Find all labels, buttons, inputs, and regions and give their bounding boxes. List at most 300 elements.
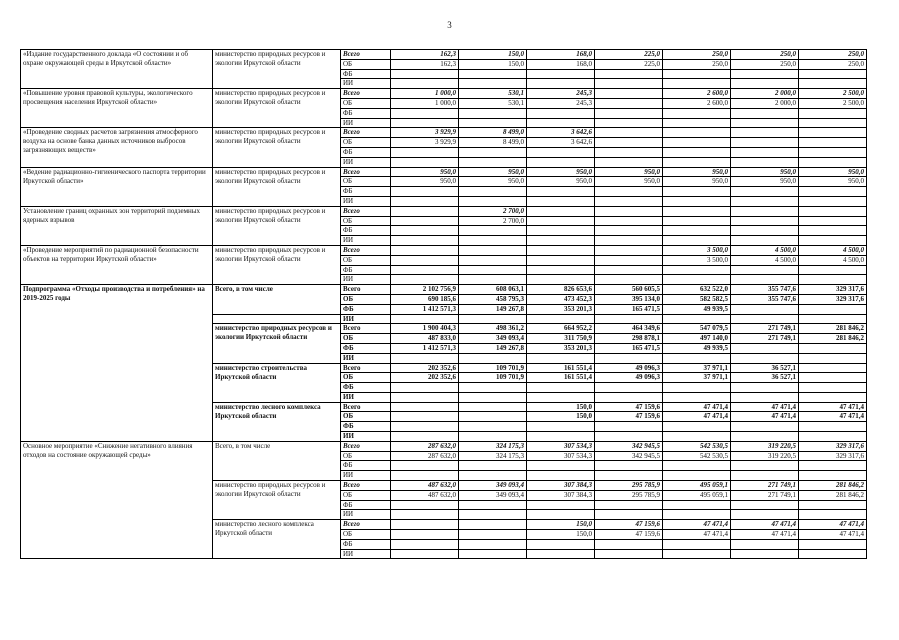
amount-cell [459, 187, 527, 197]
amount-cell [459, 196, 527, 206]
table-row [21, 128, 867, 138]
funding-source: ФБ [341, 500, 391, 510]
amount-cell: 458 795,3 [459, 294, 527, 304]
amount-cell [459, 412, 527, 422]
amount-cell [527, 392, 595, 402]
amount-cell: 168,0 [527, 50, 595, 60]
amount-cell [731, 187, 799, 197]
amount-cell: 495 059,1 [663, 481, 731, 491]
amount-cell: 950,0 [595, 177, 663, 187]
amount-cell [527, 157, 595, 167]
amount-cell: 37 971,1 [663, 363, 731, 373]
amount-cell: 47 159,6 [595, 412, 663, 422]
amount-cell: 950,0 [799, 167, 867, 177]
amount-cell [391, 265, 459, 275]
amount-cell [527, 471, 595, 481]
amount-cell: 168,0 [527, 59, 595, 69]
amount-cell [799, 383, 867, 393]
funding-source: ИИ [341, 510, 391, 520]
amount-cell: 245,3 [527, 89, 595, 99]
funding-source: ФБ [341, 383, 391, 393]
funding-source: ОБ [341, 216, 391, 226]
amount-cell: 47 471,4 [663, 520, 731, 530]
amount-cell: 950,0 [391, 167, 459, 177]
amount-cell [459, 245, 527, 255]
amount-cell [595, 89, 663, 99]
amount-cell: 165 471,5 [595, 343, 663, 353]
amount-cell: 2 700,0 [459, 216, 527, 226]
amount-cell: 355 747,6 [731, 285, 799, 295]
amount-cell [731, 343, 799, 353]
executor-name: министерство природных ресурсов и экологии Иркутской области [213, 206, 341, 245]
funding-source: ОБ [341, 255, 391, 265]
funding-source: ОБ [341, 334, 391, 344]
amount-cell: 495 059,1 [663, 490, 731, 500]
amount-cell: 324 175,3 [459, 451, 527, 461]
amount-cell: 287 632,0 [391, 441, 459, 451]
amount-cell [527, 255, 595, 265]
amount-cell: 281 846,2 [799, 490, 867, 500]
amount-cell: 950,0 [663, 167, 731, 177]
amount-cell [459, 383, 527, 393]
amount-cell [595, 226, 663, 236]
amount-cell: 271 749,1 [731, 490, 799, 500]
amount-cell [595, 392, 663, 402]
amount-cell: 250,0 [731, 50, 799, 60]
amount-cell [731, 138, 799, 148]
amount-cell [731, 206, 799, 216]
amount-cell: 353 201,3 [527, 343, 595, 353]
measure-name: «Повышение уровня правовой культуры, экологического просвещения населения Иркутской области» [21, 89, 213, 128]
amount-cell [731, 275, 799, 285]
amount-cell: 349 093,4 [459, 481, 527, 491]
amount-cell: 311 750,9 [527, 334, 595, 344]
amount-cell [391, 108, 459, 118]
amount-cell [663, 69, 731, 79]
funding-source: ИИ [341, 471, 391, 481]
amount-cell [391, 412, 459, 422]
amount-cell: 250,0 [731, 59, 799, 69]
executor-name: министерство природных ресурсов и экологии Иркутской области [213, 89, 341, 128]
amount-cell: 47 471,4 [799, 520, 867, 530]
amount-cell [663, 79, 731, 89]
funding-source: ФБ [341, 147, 391, 157]
amount-cell [595, 265, 663, 275]
amount-cell: 542 530,5 [663, 441, 731, 451]
amount-cell [391, 79, 459, 89]
funding-source: ОБ [341, 138, 391, 148]
amount-cell [527, 245, 595, 255]
amount-cell: 36 527,1 [731, 373, 799, 383]
amount-cell [527, 196, 595, 206]
amount-cell: 150,0 [459, 59, 527, 69]
amount-cell: 560 605,5 [595, 285, 663, 295]
funding-source: Всего [341, 402, 391, 412]
amount-cell: 150,0 [527, 520, 595, 530]
amount-cell: 250,0 [799, 59, 867, 69]
amount-cell: 250,0 [663, 50, 731, 60]
amount-cell [391, 353, 459, 363]
amount-cell: 2 600,0 [663, 98, 731, 108]
amount-cell: 47 471,4 [663, 402, 731, 412]
funding-source: ИИ [341, 157, 391, 167]
amount-cell [391, 118, 459, 128]
amount-cell [595, 422, 663, 432]
funding-source: ФБ [341, 539, 391, 549]
amount-cell [391, 216, 459, 226]
amount-cell [799, 236, 867, 246]
amount-cell: 950,0 [527, 167, 595, 177]
amount-cell [663, 392, 731, 402]
amount-cell: 498 361,2 [459, 324, 527, 334]
amount-cell: 47 159,6 [595, 520, 663, 530]
amount-cell [391, 69, 459, 79]
funding-source: Всего [341, 324, 391, 334]
funding-source: ОБ [341, 59, 391, 69]
amount-cell: 632 522,0 [663, 285, 731, 295]
amount-cell [799, 275, 867, 285]
amount-cell [731, 69, 799, 79]
amount-cell [799, 422, 867, 432]
amount-cell [391, 383, 459, 393]
funding-source: ИИ [341, 196, 391, 206]
amount-cell: 245,3 [527, 98, 595, 108]
amount-cell [663, 226, 731, 236]
amount-cell [391, 196, 459, 206]
amount-cell [663, 314, 731, 324]
amount-cell: 37 971,1 [663, 373, 731, 383]
amount-cell [663, 187, 731, 197]
amount-cell [595, 98, 663, 108]
amount-cell [391, 226, 459, 236]
amount-cell: 950,0 [459, 167, 527, 177]
amount-cell [595, 128, 663, 138]
amount-cell: 281 846,2 [799, 481, 867, 491]
table-row [21, 50, 867, 60]
amount-cell [459, 530, 527, 540]
executor-name: министерство природных ресурсов и экологии Иркутской области [213, 324, 341, 363]
amount-cell [731, 128, 799, 138]
amount-cell: 395 134,0 [595, 294, 663, 304]
amount-cell [799, 471, 867, 481]
amount-cell [391, 245, 459, 255]
amount-cell [527, 353, 595, 363]
amount-cell [459, 236, 527, 246]
amount-cell: 109 701,9 [459, 363, 527, 373]
amount-cell: 582 582,5 [663, 294, 731, 304]
amount-cell: 150,0 [459, 50, 527, 60]
amount-cell [663, 353, 731, 363]
amount-cell [459, 510, 527, 520]
amount-cell: 464 349,6 [595, 324, 663, 334]
amount-cell [391, 539, 459, 549]
amount-cell: 271 749,1 [731, 334, 799, 344]
page-number: 3 [447, 20, 452, 30]
funding-source: Всего [341, 50, 391, 60]
amount-cell [731, 549, 799, 559]
amount-cell [799, 392, 867, 402]
amount-cell [799, 138, 867, 148]
amount-cell [799, 500, 867, 510]
amount-cell: 47 471,4 [731, 530, 799, 540]
amount-cell [595, 108, 663, 118]
amount-cell [663, 275, 731, 285]
funding-source: ФБ [341, 343, 391, 353]
amount-cell [731, 79, 799, 89]
amount-cell: 826 653,6 [527, 285, 595, 295]
amount-cell [799, 549, 867, 559]
amount-cell: 349 093,4 [459, 490, 527, 500]
amount-cell [663, 216, 731, 226]
funding-source: Всего [341, 167, 391, 177]
amount-cell: 950,0 [391, 177, 459, 187]
amount-cell [595, 157, 663, 167]
amount-cell [527, 79, 595, 89]
amount-cell: 47 471,4 [799, 402, 867, 412]
amount-cell [527, 226, 595, 236]
amount-cell [459, 392, 527, 402]
amount-cell: 47 471,4 [799, 412, 867, 422]
amount-cell [663, 147, 731, 157]
amount-cell [663, 138, 731, 148]
amount-cell: 47 471,4 [731, 402, 799, 412]
funding-source: Всего [341, 520, 391, 530]
amount-cell: 1 000,0 [391, 89, 459, 99]
amount-cell [459, 79, 527, 89]
amount-cell: 3 642,6 [527, 128, 595, 138]
amount-cell [595, 236, 663, 246]
amount-cell [527, 510, 595, 520]
amount-cell: 950,0 [527, 177, 595, 187]
amount-cell [391, 461, 459, 471]
funding-source: ФБ [341, 265, 391, 275]
funding-source: ИИ [341, 353, 391, 363]
amount-cell: 3 500,0 [663, 255, 731, 265]
amount-cell [663, 236, 731, 246]
amount-cell [799, 196, 867, 206]
amount-cell: 162,3 [391, 50, 459, 60]
amount-cell: 4 500,0 [799, 245, 867, 255]
amount-cell [731, 304, 799, 314]
amount-cell: 47 471,4 [663, 412, 731, 422]
amount-cell [731, 510, 799, 520]
funding-source: Всего [341, 363, 391, 373]
table-row [21, 285, 867, 295]
funding-source: ОБ [341, 373, 391, 383]
amount-cell [391, 520, 459, 530]
amount-cell: 295 785,9 [595, 481, 663, 491]
amount-cell [391, 147, 459, 157]
amount-cell: 950,0 [731, 177, 799, 187]
amount-cell: 2 000,0 [731, 89, 799, 99]
amount-cell [595, 275, 663, 285]
amount-cell: 307 534,3 [527, 451, 595, 461]
amount-cell [663, 422, 731, 432]
amount-cell: 950,0 [731, 167, 799, 177]
amount-cell [391, 314, 459, 324]
amount-cell [391, 471, 459, 481]
amount-cell: 298 878,1 [595, 334, 663, 344]
amount-cell: 3 642,6 [527, 138, 595, 148]
amount-cell [595, 314, 663, 324]
amount-cell [595, 353, 663, 363]
amount-cell [663, 539, 731, 549]
amount-cell [799, 353, 867, 363]
amount-cell: 307 534,3 [527, 441, 595, 451]
amount-cell [459, 402, 527, 412]
executor-name: министерство природных ресурсов и экологии Иркутской области [213, 481, 341, 520]
amount-cell [391, 549, 459, 559]
amount-cell: 324 175,3 [459, 441, 527, 451]
amount-cell: 3 500,0 [663, 245, 731, 255]
table-row [21, 245, 867, 255]
amount-cell [731, 383, 799, 393]
amount-cell [663, 265, 731, 275]
funding-source: ФБ [341, 304, 391, 314]
measure-name: «Издание государственного доклада «О состоянии и об охране окружающей среды в Иркутской области» [21, 50, 213, 89]
amount-cell [459, 461, 527, 471]
amount-cell [595, 118, 663, 128]
executor-name: Всего, в том числе [213, 285, 341, 314]
amount-cell [799, 187, 867, 197]
amount-cell: 307 384,3 [527, 490, 595, 500]
amount-cell [459, 471, 527, 481]
amount-cell [459, 353, 527, 363]
amount-cell [391, 510, 459, 520]
amount-cell: 161 551,4 [527, 363, 595, 373]
amount-cell: 349 093,4 [459, 334, 527, 344]
amount-cell [527, 147, 595, 157]
amount-cell [799, 363, 867, 373]
amount-cell [731, 500, 799, 510]
amount-cell [391, 157, 459, 167]
measure-name: «Проведение мероприятий по радиационной безопасности объектов на территории Иркутской области» [21, 245, 213, 284]
amount-cell [391, 236, 459, 246]
executor-name: министерство природных ресурсов и экологии Иркутской области [213, 128, 341, 167]
amount-cell [391, 187, 459, 197]
amount-cell [663, 196, 731, 206]
amount-cell: 1 900 404,3 [391, 324, 459, 334]
amount-cell [799, 216, 867, 226]
amount-cell: 329 317,6 [799, 294, 867, 304]
funding-source: ФБ [341, 187, 391, 197]
amount-cell: 1 000,0 [391, 98, 459, 108]
amount-cell: 319 220,5 [731, 441, 799, 451]
amount-cell: 1 412 571,3 [391, 343, 459, 353]
amount-cell [527, 236, 595, 246]
funding-source: Всего [341, 128, 391, 138]
amount-cell [391, 275, 459, 285]
amount-cell: 487 632,0 [391, 481, 459, 491]
executor-name: Всего, в том числе [213, 441, 341, 480]
amount-cell: 530,1 [459, 98, 527, 108]
amount-cell: 2 500,0 [799, 89, 867, 99]
executor-name: министерство природных ресурсов и экологии Иркутской области [213, 245, 341, 284]
amount-cell: 281 846,2 [799, 324, 867, 334]
amount-cell [527, 383, 595, 393]
amount-cell [663, 128, 731, 138]
table-row [21, 441, 867, 451]
amount-cell: 287 632,0 [391, 451, 459, 461]
amount-cell [663, 432, 731, 442]
amount-cell [799, 304, 867, 314]
amount-cell [527, 461, 595, 471]
amount-cell [799, 343, 867, 353]
funding-source: ИИ [341, 275, 391, 285]
funding-source: ИИ [341, 314, 391, 324]
amount-cell [459, 69, 527, 79]
amount-cell: 295 785,9 [595, 490, 663, 500]
amount-cell: 329 317,6 [799, 285, 867, 295]
amount-cell [595, 471, 663, 481]
amount-cell: 355 747,6 [731, 294, 799, 304]
amount-cell [527, 118, 595, 128]
amount-cell: 319 220,5 [731, 451, 799, 461]
amount-cell: 47 471,4 [731, 520, 799, 530]
amount-cell [663, 383, 731, 393]
amount-cell [527, 314, 595, 324]
executor-name [213, 314, 341, 324]
amount-cell [595, 461, 663, 471]
amount-cell: 487 833,0 [391, 334, 459, 344]
amount-cell [391, 392, 459, 402]
amount-cell [459, 549, 527, 559]
amount-cell [595, 383, 663, 393]
amount-cell: 202 352,6 [391, 363, 459, 373]
funding-source: ФБ [341, 461, 391, 471]
amount-cell [527, 187, 595, 197]
funding-source: ФБ [341, 108, 391, 118]
amount-cell [595, 500, 663, 510]
table-row [21, 89, 867, 99]
amount-cell [459, 520, 527, 530]
amount-cell [595, 79, 663, 89]
amount-cell [595, 216, 663, 226]
amount-cell: 3 929,9 [391, 138, 459, 148]
amount-cell: 2 102 756,9 [391, 285, 459, 295]
amount-cell: 2 700,0 [459, 206, 527, 216]
amount-cell: 342 945,5 [595, 451, 663, 461]
amount-cell [459, 275, 527, 285]
amount-cell [663, 118, 731, 128]
amount-cell [799, 118, 867, 128]
executor-name: министерство лесного комплекса Иркутской области [213, 402, 341, 441]
funding-source: ОБ [341, 530, 391, 540]
amount-cell: 150,0 [527, 530, 595, 540]
funding-source: Всего [341, 481, 391, 491]
funding-source: ФБ [341, 226, 391, 236]
funding-source: ОБ [341, 294, 391, 304]
amount-cell [799, 157, 867, 167]
amount-cell [527, 432, 595, 442]
amount-cell [799, 432, 867, 442]
measure-name: Установление границ охранных зон территорий подземных ядерных взрывов [21, 206, 213, 245]
amount-cell [731, 216, 799, 226]
amount-cell [731, 471, 799, 481]
amount-cell [731, 196, 799, 206]
amount-cell: 547 079,5 [663, 324, 731, 334]
amount-cell [731, 432, 799, 442]
amount-cell [731, 539, 799, 549]
amount-cell [459, 118, 527, 128]
measure-name: «Проведение сводных расчетов загрязнения атмосферного воздуха на основе банка данных источников выбросов загрязняющих веществ» [21, 128, 213, 167]
amount-cell: 353 201,3 [527, 304, 595, 314]
amount-cell: 950,0 [595, 167, 663, 177]
funding-source: ИИ [341, 392, 391, 402]
amount-cell [731, 118, 799, 128]
amount-cell [595, 187, 663, 197]
table-row [21, 167, 867, 177]
